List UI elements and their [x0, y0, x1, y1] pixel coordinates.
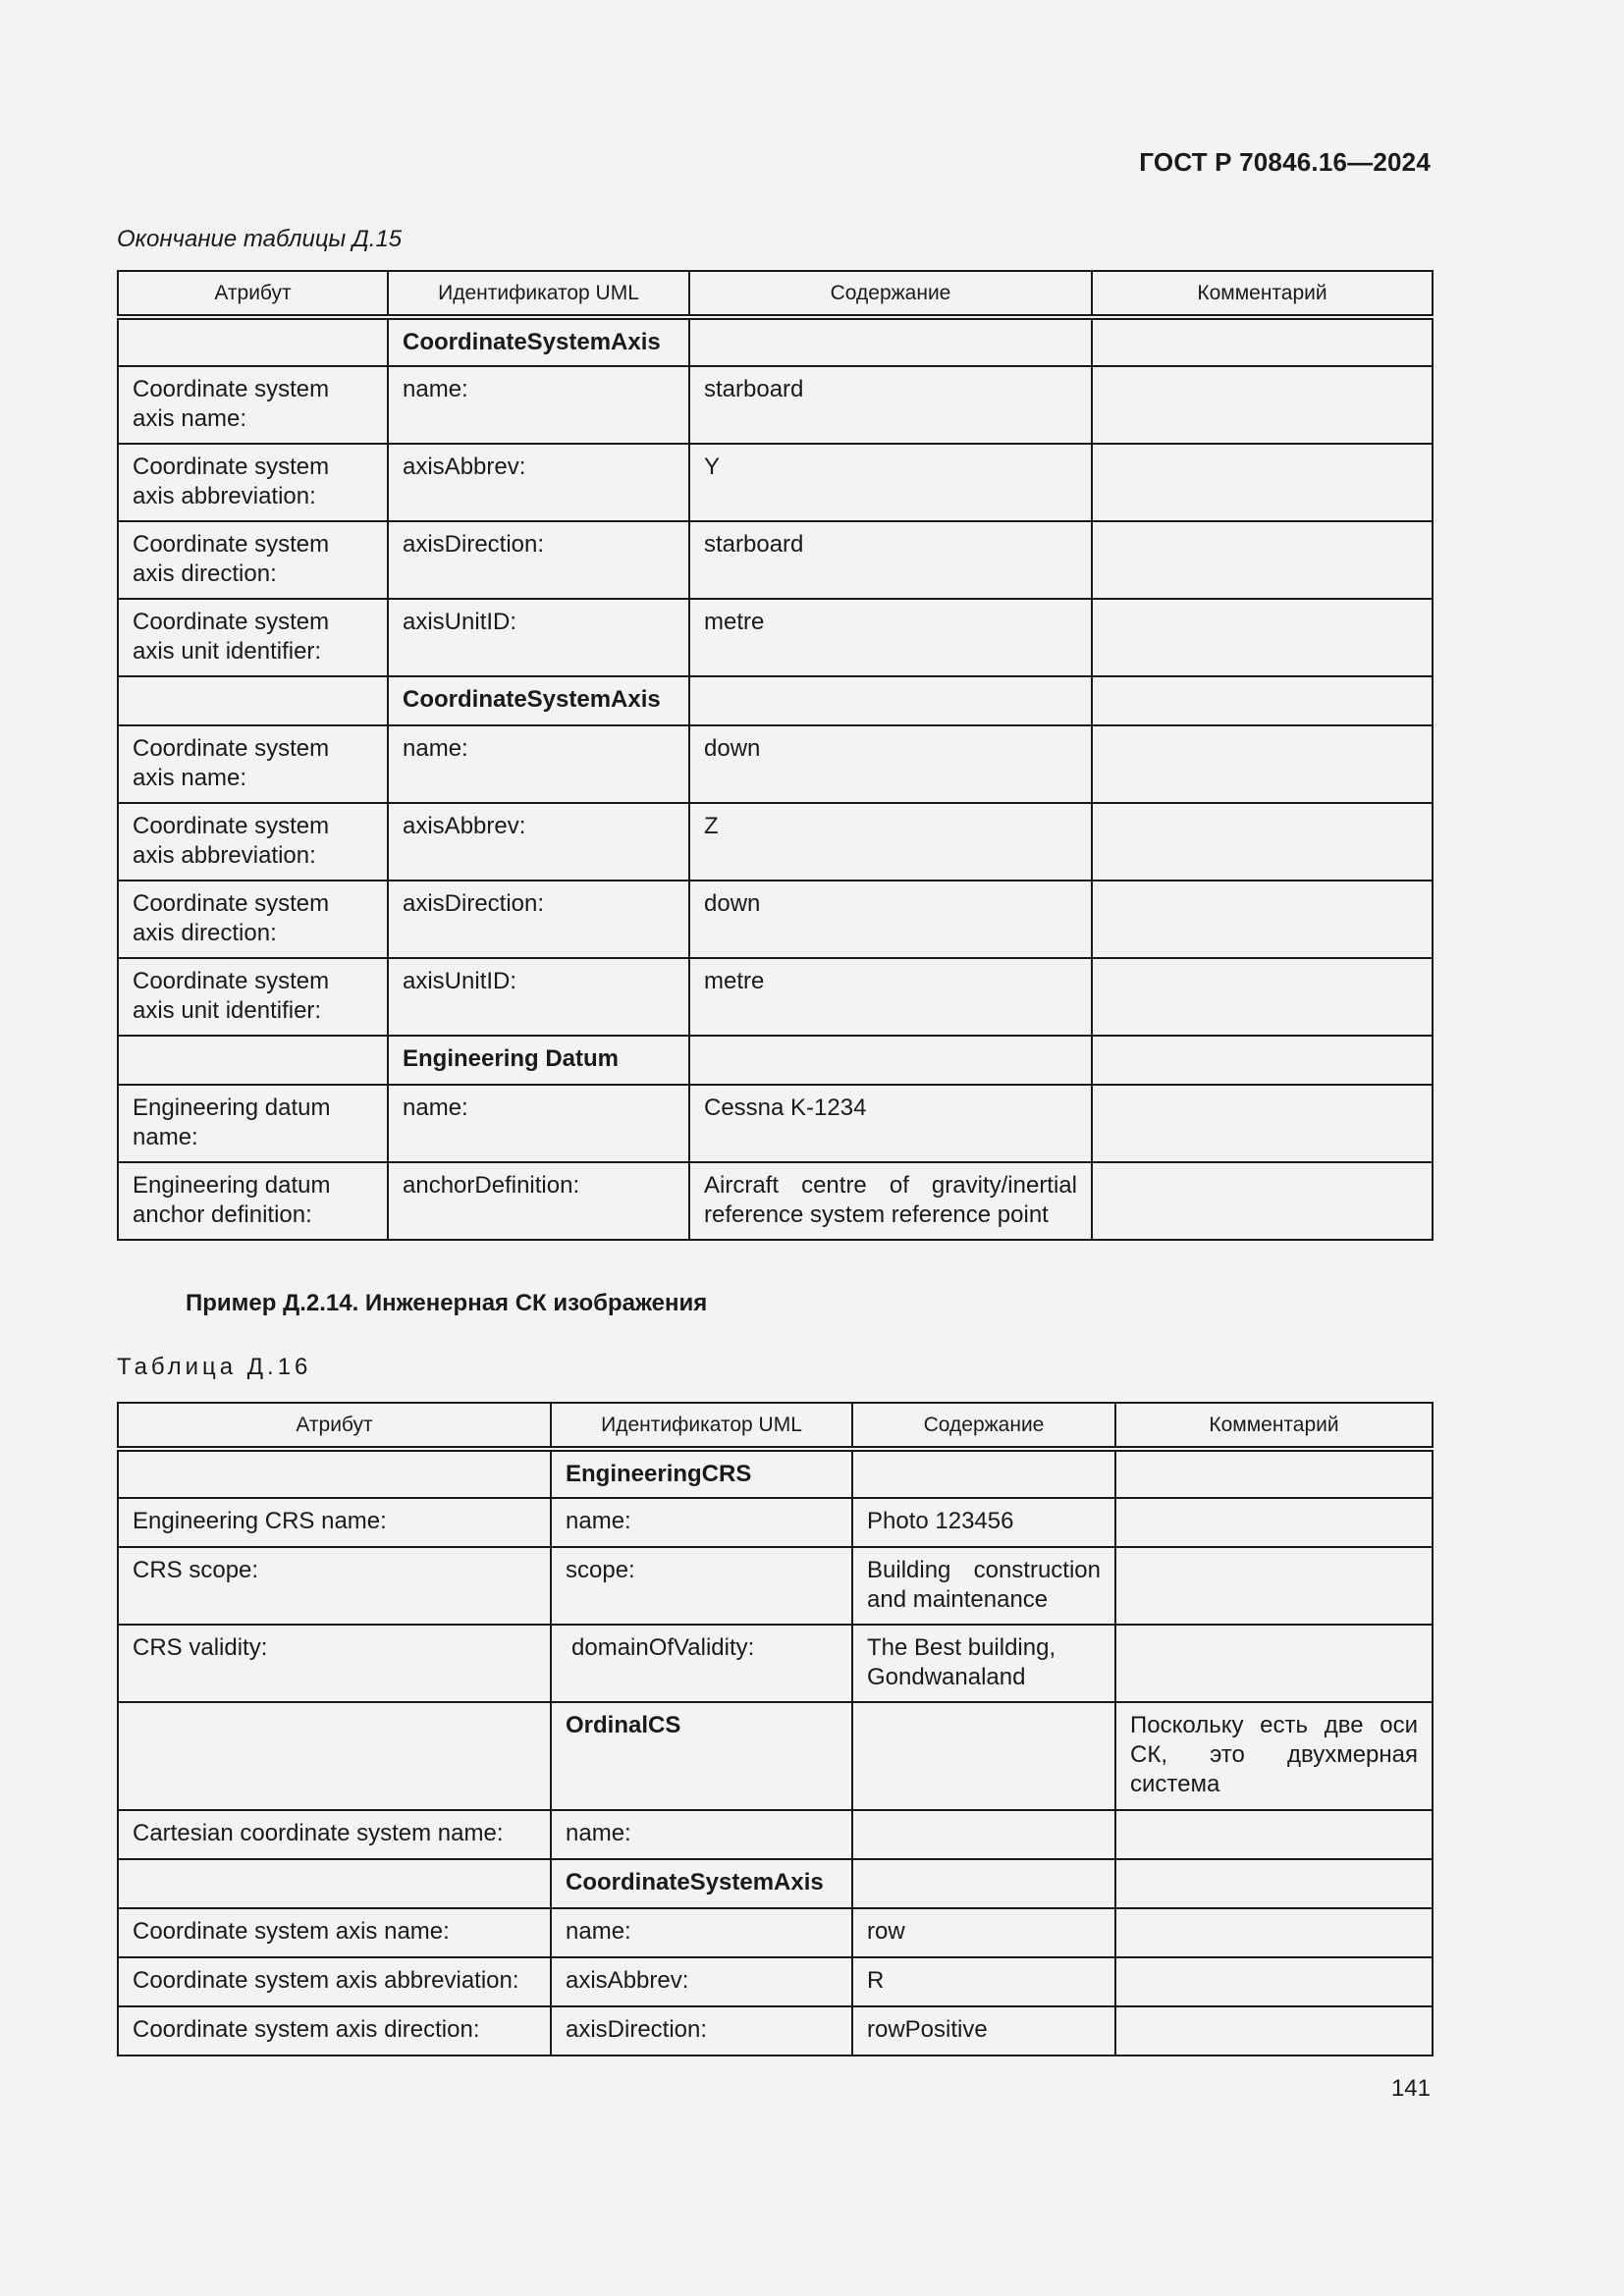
table-row	[118, 1957, 1433, 2006]
cell-comment	[1092, 1036, 1433, 1085]
cell-content: Z	[689, 803, 1092, 881]
cell-content: metre	[689, 599, 1092, 676]
table-group-row	[118, 1859, 1433, 1908]
table-group-row	[118, 676, 1433, 725]
cell-uml-class: CoordinateSystemAxis	[388, 676, 689, 725]
cell-comment	[1115, 2006, 1433, 2056]
cell-uml-identifier: anchorDefinition:	[388, 1162, 689, 1240]
example-title: Пример Д.2.14. Инженерная СК изображения	[186, 1290, 708, 1316]
cell-content: R	[852, 1957, 1115, 2006]
cell-uml-class: CoordinateSystemAxis	[388, 317, 689, 366]
cell-content	[689, 676, 1092, 725]
table-row	[118, 725, 1433, 803]
table-group-row	[118, 1449, 1433, 1498]
cell-content	[689, 317, 1092, 366]
table-header-row	[118, 1403, 1433, 1449]
cell-attribute: Engineering CRS name:	[118, 1498, 551, 1547]
cell-uml-identifier: axisUnitID:	[388, 958, 689, 1036]
cell-content: starboard	[689, 366, 1092, 444]
table-row	[118, 881, 1433, 958]
cell-comment	[1115, 1957, 1433, 2006]
cell-uml-identifier: axisAbbrev:	[388, 803, 689, 881]
cell-attribute: CRS scope:	[118, 1547, 551, 1625]
cell-uml-class: Engineering Datum	[388, 1036, 689, 1085]
cell-attribute: Coordinate system axis abbreviation:	[118, 1957, 551, 2006]
cell-comment	[1092, 521, 1433, 599]
table-group-row	[118, 1702, 1433, 1810]
cell-comment	[1092, 676, 1433, 725]
cell-attribute: CRS validity:	[118, 1625, 551, 1702]
cell-attribute	[118, 1449, 551, 1498]
cell-uml-class: EngineeringCRS	[551, 1449, 852, 1498]
cell-attribute: Coordinate system axis direction:	[118, 2006, 551, 2056]
cell-uml-identifier: axisDirection:	[388, 881, 689, 958]
cell-content: down	[689, 881, 1092, 958]
cell-comment	[1092, 725, 1433, 803]
cell-attribute: Cartesian coordinate system name:	[118, 1810, 551, 1859]
table-row	[118, 1908, 1433, 1957]
cell-comment	[1092, 1162, 1433, 1240]
column-header-uml-identifier: Идентификатор UML	[388, 271, 689, 317]
cell-comment	[1115, 1547, 1433, 1625]
cell-content	[689, 1036, 1092, 1085]
column-header-uml-identifier: Идентификатор UML	[551, 1403, 852, 1449]
cell-comment	[1115, 1498, 1433, 1547]
cell-comment	[1092, 1085, 1433, 1162]
cell-attribute	[118, 1036, 388, 1085]
cell-content: rowPositive	[852, 2006, 1115, 2056]
cell-attribute: Engineering datum name:	[118, 1085, 388, 1162]
cell-comment	[1115, 1908, 1433, 1957]
cell-uml-identifier: axisUnitID:	[388, 599, 689, 676]
column-header-content: Содержание	[852, 1403, 1115, 1449]
table-group-row	[118, 1036, 1433, 1085]
table-header-row	[118, 271, 1433, 317]
cell-uml-class: CoordinateSystemAxis	[551, 1859, 852, 1908]
cell-attribute	[118, 676, 388, 725]
table-d16	[117, 1402, 1434, 2056]
cell-attribute: Coordinate system axis abbreviation:	[118, 444, 388, 521]
column-header-comment: Комментарий	[1092, 271, 1433, 317]
cell-content	[852, 1810, 1115, 1859]
cell-uml-identifier: name:	[388, 725, 689, 803]
cell-uml-identifier: axisDirection:	[551, 2006, 852, 2056]
cell-content	[852, 1702, 1115, 1810]
table-row	[118, 1625, 1433, 1702]
column-header-attribute: Атрибут	[118, 271, 388, 317]
cell-uml-identifier: axisAbbrev:	[388, 444, 689, 521]
cell-attribute: Coordinate system axis unit identifier:	[118, 958, 388, 1036]
table-row	[118, 1162, 1433, 1240]
column-header-content: Содержание	[689, 271, 1092, 317]
cell-comment	[1115, 1859, 1433, 1908]
cell-content: starboard	[689, 521, 1092, 599]
cell-uml-identifier: name:	[388, 366, 689, 444]
table-row	[118, 1547, 1433, 1625]
cell-attribute: Coordinate system axis abbreviation:	[118, 803, 388, 881]
cell-attribute: Coordinate system axis unit identifier:	[118, 599, 388, 676]
table-group-row	[118, 317, 1433, 366]
cell-comment	[1092, 599, 1433, 676]
cell-comment	[1092, 317, 1433, 366]
cell-attribute: Coordinate system axis name:	[118, 366, 388, 444]
cell-uml-identifier: scope:	[551, 1547, 852, 1625]
cell-attribute: Engineering datum anchor definition:	[118, 1162, 388, 1240]
table-row	[118, 803, 1433, 881]
cell-attribute: Coordinate system axis name:	[118, 1908, 551, 1957]
cell-content	[852, 1859, 1115, 1908]
cell-attribute: Coordinate system axis direction:	[118, 881, 388, 958]
cell-comment	[1092, 803, 1433, 881]
table-row	[118, 1498, 1433, 1547]
table-row	[118, 2006, 1433, 2056]
cell-comment: Поскольку есть две оси СК, это двухмерная система	[1115, 1702, 1433, 1810]
table-row	[118, 599, 1433, 676]
cell-attribute	[118, 1859, 551, 1908]
table-row	[118, 1810, 1433, 1859]
table-caption: Таблица Д.16	[117, 1354, 312, 1380]
cell-content: Building construction and maintenance	[852, 1547, 1115, 1625]
table-row	[118, 958, 1433, 1036]
table-continuation-caption: Окончание таблицы Д.15	[117, 226, 403, 252]
table-row	[118, 444, 1433, 521]
cell-attribute	[118, 317, 388, 366]
cell-attribute: Coordinate system axis direction:	[118, 521, 388, 599]
cell-content	[852, 1449, 1115, 1498]
table-row	[118, 521, 1433, 599]
cell-comment	[1115, 1625, 1433, 1702]
cell-content: Cessna K-1234	[689, 1085, 1092, 1162]
cell-comment	[1115, 1810, 1433, 1859]
column-header-attribute: Атрибут	[118, 1403, 551, 1449]
table-d15	[117, 270, 1434, 1241]
cell-uml-identifier: axisDirection:	[388, 521, 689, 599]
table-row	[118, 366, 1433, 444]
cell-uml-identifier: name:	[551, 1810, 852, 1859]
cell-content: row	[852, 1908, 1115, 1957]
cell-content: Photo 123456	[852, 1498, 1115, 1547]
page-number: 141	[1390, 2075, 1431, 2102]
column-header-comment: Комментарий	[1115, 1403, 1433, 1449]
cell-uml-class: OrdinalCS	[551, 1702, 852, 1810]
cell-uml-identifier: name:	[551, 1498, 852, 1547]
cell-uml-identifier: domainOfValidity:	[551, 1625, 852, 1702]
cell-uml-identifier: name:	[388, 1085, 689, 1162]
cell-comment	[1092, 958, 1433, 1036]
cell-comment	[1092, 366, 1433, 444]
cell-content: down	[689, 725, 1092, 803]
cell-attribute: Coordinate system axis name:	[118, 725, 388, 803]
cell-uml-identifier: axisAbbrev:	[551, 1957, 852, 2006]
cell-content: metre	[689, 958, 1092, 1036]
cell-content: Y	[689, 444, 1092, 521]
cell-comment	[1115, 1449, 1433, 1498]
cell-content: Aircraft centre of gravity/inertial reference system reference point	[689, 1162, 1092, 1240]
cell-content: The Best building, Gondwanaland	[852, 1625, 1115, 1702]
standard-code: ГОСТ Р 70846.16—2024	[1139, 147, 1431, 177]
cell-comment	[1092, 444, 1433, 521]
table-row	[118, 1085, 1433, 1162]
cell-attribute	[118, 1702, 551, 1810]
cell-comment	[1092, 881, 1433, 958]
cell-uml-identifier: name:	[551, 1908, 852, 1957]
